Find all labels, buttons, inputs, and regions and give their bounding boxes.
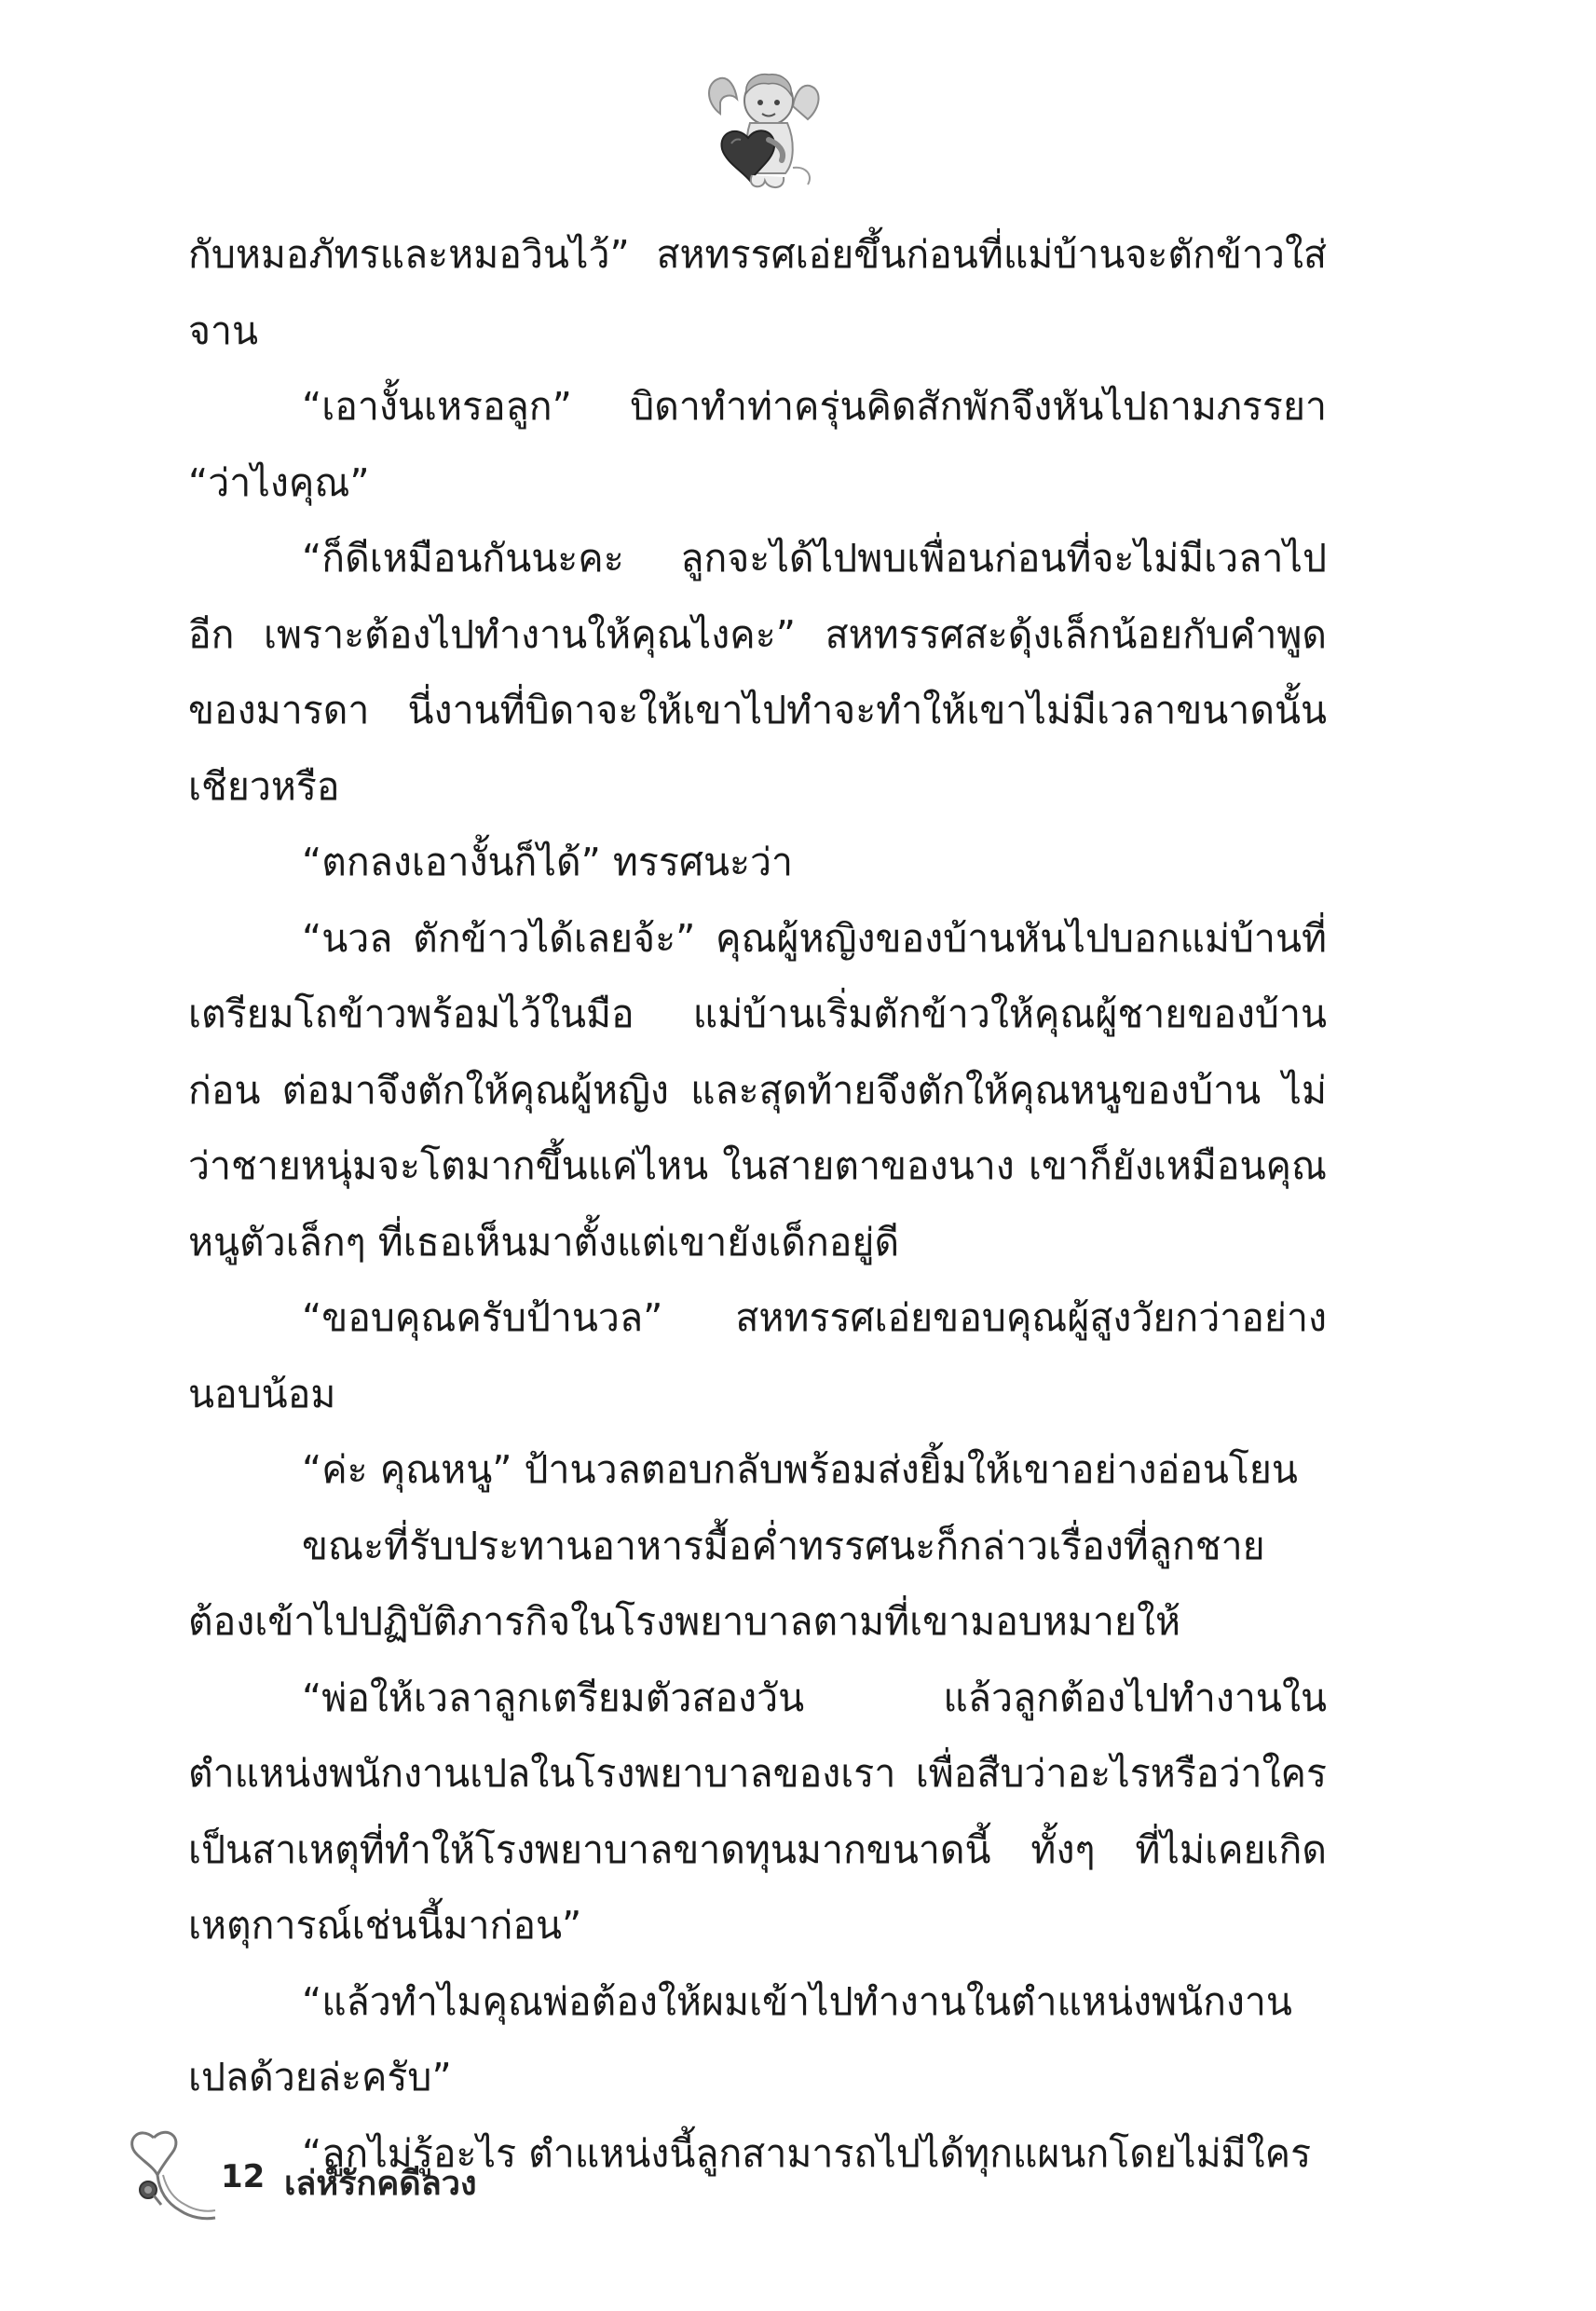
paragraph: “ก็ดีเหมือนกันนะคะ ลูกจะได้ไปพบเพื่อนก่อนที่จะไม่มีเวลาไปอีก เพราะต้องไปทำงานให้คุณไงคะ” สหทรรศสะดุ้งเล็กน้อยกับคำพูดของมารดา นี่งานที่บิดาจะให้เขาไปทำจะทำให้เขาไม่มีเวลาขนาดนั้นเชียวหรือ [188,536,1327,809]
paragraph: “นวล ตักข้าวได้เลยจ้ะ” คุณผู้หญิงของบ้านหันไปบอกแม่บ้านที่เตรียมโถข้าวพร้อมไว้ในมือ แม่บ้านเริ่มตักข้าวให้คุณผู้ชายของบ้านก่อน ต่อมาจึงตักให้คุณผู้หญิง และสุดท้ายจึงตักให้คุณหนูของบ้าน ไม่ว่าชายหนุ่มจะโตมากขึ้นแค่ไหน ในสายตาของนาง เขาก็ยังเหมือนคุณหนูตัวเล็กๆ ที่เธอเห็นมาตั้งแต่เขายังเด็กอยู่ดี [188,915,1327,1265]
page-footer [126,2121,685,2233]
paragraph: กับหมอภัทรและหมอวินไว้” สหทรรศเอ่ยขึ้นก่อนที่แม่บ้านจะตักข้าวใส่จาน [188,232,1327,353]
cupid-with-heart-icon [703,65,825,196]
paragraph: “ตกลงเอางั้นก็ได้” ทรรศนะว่า [302,840,794,884]
body-text [188,217,1327,2192]
paragraph: “ขอบคุณครับป้านวล” สหทรรศเอ่ยขอบคุณผู้สูงวัยกว่าอย่างนอบน้อม [188,1295,1327,1416]
paragraph: “พ่อให้เวลาลูกเตรียมตัวสองวัน แล้วลูกต้องไปทำงานในตำแหน่งพนักงานเปลในโรงพยาบาลของเรา เพื่อสืบว่าอะไรหรือว่าใครเป็นสาเหตุที่ทำให้โรงพยาบาลขาดทุนมากขนาดนี้ ทั้งๆ ที่ไม่เคยเกิดเหตุการณ์เช่นนี้มาก่อน” [188,1675,1327,1948]
stethoscope-heart-icon [126,2121,228,2233]
paragraph: “แล้วทำไมคุณพ่อต้องให้ผมเข้าไปทำงานในตำแหน่งพนักงานเปลด้วยล่ะครับ” [188,1978,1292,2099]
book-title: เล่ห์รักคดีลวง [284,2165,477,2203]
page-number: 12 [221,2158,266,2195]
paragraph: “ค่ะ คุณหนู” ป้านวลตอบกลับพร้อมส่งยิ้มให้เขาอย่างอ่อนโยน [302,1447,1298,1492]
paragraph: “ลูกไม่รู้อะไร ตำแหน่งนี้ลูกสามารถไปได้ทุกแผนกโดยไม่มีใคร [302,2130,1312,2176]
paragraph: ขณะที่รับประทานอาหารมื้อค่ำทรรศนะก็กล่าวเรื่องที่ลูกชายต้องเข้าไปปฏิบัติภารกิจในโรงพยาบาลตามที่เขามอบหมายให้ [188,1523,1265,1644]
paragraph: “เอางั้นเหรอลูก” บิดาทำท่าครุ่นคิดสักพักจึงหันไปถามภรรยา “ว่าไงคุณ” [188,384,1327,505]
